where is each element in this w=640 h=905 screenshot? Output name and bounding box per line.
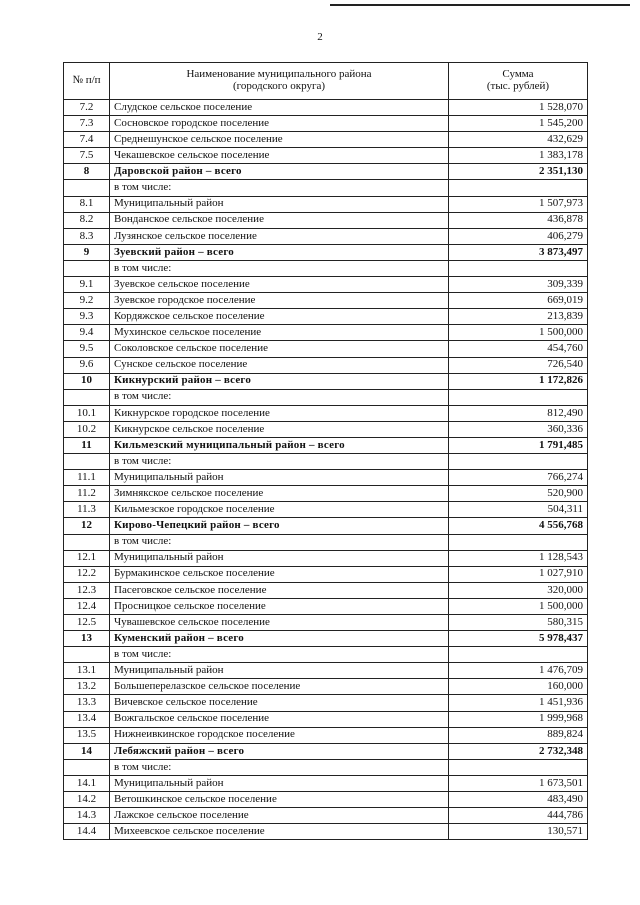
row-number: 10 [64,373,110,389]
row-name: Кикнурский район – всего [110,373,449,389]
row-amount: 766,274 [449,470,588,486]
row-name: Зимнякское сельское поселение [110,486,449,502]
row-amount: 1 383,178 [449,148,588,164]
row-name: в том числе: [110,759,449,775]
row-name: в том числе: [110,454,449,470]
row-name: Кильмезский муниципальный район – всего [110,437,449,453]
row-number: 14 [64,743,110,759]
header-num: № п/п [64,63,110,100]
row-amount: 2 732,348 [449,743,588,759]
row-number: 14.1 [64,775,110,791]
table-row-subheading [64,759,588,775]
row-number: 14.3 [64,808,110,824]
table-row [64,727,588,743]
row-number: 13.1 [64,663,110,679]
row-amount: 1 451,936 [449,695,588,711]
row-name: Соколовское сельское поселение [110,341,449,357]
table-row [64,341,588,357]
row-number: 12.3 [64,582,110,598]
row-name: Среднешунское сельское поселение [110,132,449,148]
row-name: Кордяжское сельское поселение [110,309,449,325]
row-number [64,180,110,196]
table-row [64,116,588,132]
row-amount: 5 978,437 [449,631,588,647]
row-number [64,759,110,775]
table-row [64,405,588,421]
header-name-line2: (городского округа) [232,80,326,92]
table-row [64,486,588,502]
table-row-total [64,743,588,759]
row-amount: 1 528,070 [449,100,588,116]
row-number: 7.5 [64,148,110,164]
table-row-subheading [64,389,588,405]
row-number: 11 [64,437,110,453]
table-row [64,808,588,824]
row-name: Даровской район – всего [110,164,449,180]
row-amount: 520,900 [449,486,588,502]
row-amount: 309,339 [449,277,588,293]
row-name: Ветошкинское сельское поселение [110,792,449,808]
row-amount: 4 556,768 [449,518,588,534]
row-name: в том числе: [110,647,449,663]
row-name: Вичевское сельское поселение [110,695,449,711]
row-name: в том числе: [110,260,449,276]
table-row-subheading [64,454,588,470]
row-name: Лебяжский район – всего [110,743,449,759]
row-number [64,260,110,276]
table-row-total [64,518,588,534]
row-name: Большеперелазское сельское поселение [110,679,449,695]
row-name: Кильмезское городское поселение [110,502,449,518]
row-name: в том числе: [110,180,449,196]
row-amount [449,647,588,663]
row-number: 8.3 [64,228,110,244]
table-row [64,212,588,228]
table-row [64,502,588,518]
table-row [64,695,588,711]
row-amount: 1 500,000 [449,598,588,614]
table-row [64,679,588,695]
table-row [64,775,588,791]
row-number: 12.5 [64,615,110,631]
table-row-subheading [64,260,588,276]
row-name: Муниципальный район [110,196,449,212]
row-amount [449,389,588,405]
row-amount: 444,786 [449,808,588,824]
row-number: 10.1 [64,405,110,421]
row-name: Мухинское сельское поселение [110,325,449,341]
header-name-line1: Наименование муниципального района [186,68,372,81]
table-row-total [64,244,588,260]
row-number: 9.5 [64,341,110,357]
row-amount: 213,839 [449,309,588,325]
row-name: Зуевский район – всего [110,244,449,260]
row-name: Михеевское сельское поселение [110,824,449,840]
table-row-total [64,631,588,647]
table-row [64,550,588,566]
row-number: 7.4 [64,132,110,148]
row-name: в том числе: [110,534,449,550]
page-number: 2 [317,31,323,43]
table-row [64,309,588,325]
table-row [64,663,588,679]
row-name: Сосновское городское поселение [110,116,449,132]
table-row [64,148,588,164]
row-amount: 889,824 [449,727,588,743]
row-amount: 669,019 [449,293,588,309]
table-row [64,293,588,309]
row-amount: 1 128,543 [449,550,588,566]
table-row [64,582,588,598]
row-name: Кикнурское сельское поселение [110,421,449,437]
row-amount: 1 500,000 [449,325,588,341]
row-number: 9.4 [64,325,110,341]
row-number: 7.2 [64,100,110,116]
table-row [64,824,588,840]
header-name [110,63,449,100]
table-row [64,566,588,582]
row-name: Слудское сельское поселение [110,100,449,116]
row-name: Зуевское городское поселение [110,293,449,309]
row-number: 13.2 [64,679,110,695]
row-name: Просницкое сельское поселение [110,598,449,614]
row-amount: 406,279 [449,228,588,244]
row-number: 13.3 [64,695,110,711]
table-row-subheading [64,534,588,550]
row-name: в том числе: [110,389,449,405]
row-amount: 320,000 [449,582,588,598]
row-number: 13.4 [64,711,110,727]
row-number: 11.2 [64,486,110,502]
row-name: Кикнурское городское поселение [110,405,449,421]
row-amount: 483,490 [449,792,588,808]
row-number: 9.3 [64,309,110,325]
row-name: Кирово-Чепецкий район – всего [110,518,449,534]
table-row-total [64,373,588,389]
table-row-total [64,437,588,453]
row-name: Чувашевское сельское поселение [110,615,449,631]
row-number: 11.1 [64,470,110,486]
table-row [64,132,588,148]
top-rule [330,4,630,6]
row-amount: 454,760 [449,341,588,357]
row-name: Лузянское сельское поселение [110,228,449,244]
table-row [64,615,588,631]
row-number: 13 [64,631,110,647]
row-name: Зуевское сельское поселение [110,277,449,293]
table-body [64,100,588,840]
row-name: Нижнеивкинское городское поселение [110,727,449,743]
table-row [64,196,588,212]
row-number: 7.3 [64,116,110,132]
header-sum-line2: (тыс. рублей) [486,80,550,92]
table-row [64,711,588,727]
row-amount: 436,878 [449,212,588,228]
row-amount [449,534,588,550]
row-amount: 1 507,973 [449,196,588,212]
row-name: Муниципальный район [110,663,449,679]
budget-table [63,62,588,840]
table-row [64,228,588,244]
row-number: 9.6 [64,357,110,373]
table-row [64,470,588,486]
row-number: 14.2 [64,792,110,808]
row-number: 12 [64,518,110,534]
table-row [64,325,588,341]
row-name: Вонданское сельское поселение [110,212,449,228]
row-number: 8.2 [64,212,110,228]
row-amount [449,454,588,470]
row-amount [449,759,588,775]
row-number [64,454,110,470]
row-name: Муниципальный район [110,550,449,566]
row-name: Сунское сельское поселение [110,357,449,373]
row-number: 9.1 [64,277,110,293]
row-name: Пасеговское сельское поселение [110,582,449,598]
row-amount: 812,490 [449,405,588,421]
row-name: Вожгальское сельское поселение [110,711,449,727]
row-name: Лажское сельское поселение [110,808,449,824]
row-number [64,534,110,550]
row-amount: 160,000 [449,679,588,695]
table-row-subheading [64,647,588,663]
row-number [64,647,110,663]
header-sum [449,63,588,100]
row-number: 11.3 [64,502,110,518]
row-amount: 726,540 [449,357,588,373]
table-row-subheading [64,180,588,196]
table-row [64,421,588,437]
table-row [64,100,588,116]
row-number: 12.1 [64,550,110,566]
row-amount: 1 476,709 [449,663,588,679]
row-amount: 1 027,910 [449,566,588,582]
row-name: Муниципальный район [110,470,449,486]
row-amount: 1 545,200 [449,116,588,132]
row-number: 8 [64,164,110,180]
row-amount: 2 351,130 [449,164,588,180]
row-number: 12.4 [64,598,110,614]
row-name: Чекашевское сельское поселение [110,148,449,164]
table-row-total [64,164,588,180]
row-amount: 1 791,485 [449,437,588,453]
row-amount: 1 172,826 [449,373,588,389]
row-name: Муниципальный район [110,775,449,791]
row-amount: 432,629 [449,132,588,148]
row-number: 14.4 [64,824,110,840]
header-sum-line1: Сумма [502,68,534,81]
row-amount [449,180,588,196]
row-number: 8.1 [64,196,110,212]
row-amount: 1 999,968 [449,711,588,727]
row-amount: 504,311 [449,502,588,518]
row-amount: 1 673,501 [449,775,588,791]
row-amount: 3 873,497 [449,244,588,260]
row-amount: 130,571 [449,824,588,840]
row-number [64,389,110,405]
row-number: 9.2 [64,293,110,309]
table-row [64,357,588,373]
row-number: 9 [64,244,110,260]
row-number: 13.5 [64,727,110,743]
row-name: Бурмакинское сельское поселение [110,566,449,582]
row-amount: 580,315 [449,615,588,631]
row-amount: 360,336 [449,421,588,437]
table-header-row [64,63,588,100]
row-amount [449,260,588,276]
table-row [64,792,588,808]
row-number: 10.2 [64,421,110,437]
row-name: Куменский район – всего [110,631,449,647]
table-row [64,277,588,293]
row-number: 12.2 [64,566,110,582]
table-row [64,598,588,614]
